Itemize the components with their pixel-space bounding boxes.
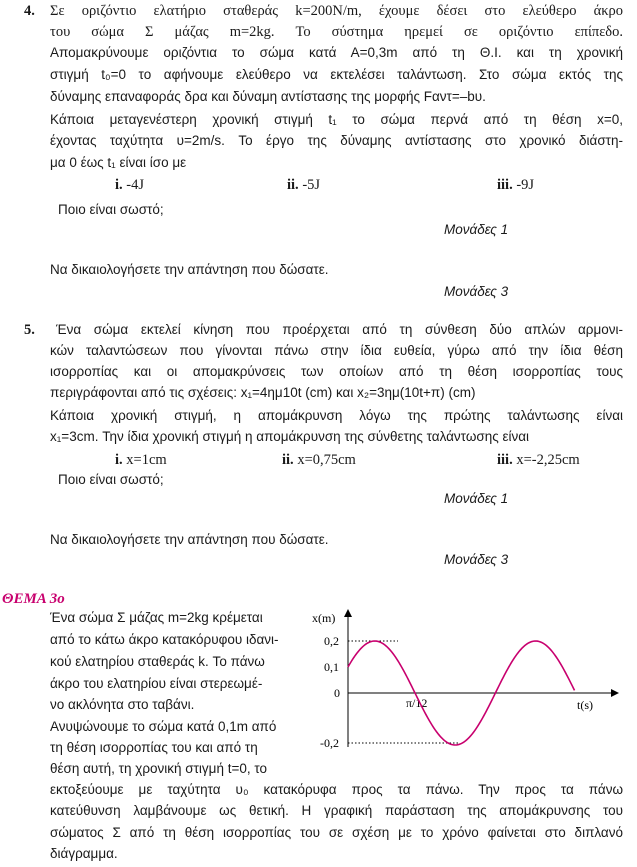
q5-line-3: ισορροπίας και οι απομακρύνσεις των οποίων από τη θέση ισορροπίας τους bbox=[50, 364, 623, 379]
q4-which-correct: Ποιο είναι σωστό; bbox=[58, 202, 164, 217]
q4-marks-1: Μονάδες 1 bbox=[444, 222, 509, 237]
q4-justify: Να δικαιολογήσετε την απάντηση που δώσατε. bbox=[50, 262, 329, 277]
q4-number: 4. bbox=[24, 3, 35, 19]
q4-marks-3: Μονάδες 3 bbox=[444, 284, 509, 299]
y-tick-02: 0,2 bbox=[324, 634, 339, 648]
q5-number: 5. bbox=[24, 322, 35, 338]
q4-line-1: Σε οριζόντιο ελατήριο σταθεράς k=200N/m, έχουμε δέσει στο ελεύθερο άκρο bbox=[50, 3, 623, 19]
q5-option-iii: iii. x=-2,25cm bbox=[497, 452, 580, 468]
theme3-title: ΘΕΜΑ 3ο bbox=[2, 591, 65, 607]
y-tick-01: 0,1 bbox=[324, 660, 339, 674]
q4-line-3: Απομακρύνουμε οριζόντια το σώμα κατά Α=0,3m από τη Θ.Ι. και τη χρονική bbox=[50, 45, 623, 60]
theme3-left-line-6: Ανυψώνουμε το σώμα κατά 0,1m από bbox=[50, 719, 277, 734]
q4-line-5: δύναμης επαναφοράς δρα και δύναμη αντίστασης της μορφής Fαντ=–bυ. bbox=[50, 89, 486, 104]
q5-justify: Να δικαιολογήσετε την απάντηση που δώσατε. bbox=[50, 532, 329, 547]
q5-marks-1: Μονάδες 1 bbox=[444, 491, 509, 506]
q4-option-ii: ii. -5J bbox=[287, 177, 321, 193]
q5-option-ii: ii. x=0,75cm bbox=[282, 452, 356, 468]
theme3-left-line-2: από το κάτω άκρο κατακόρυφου ιδανι- bbox=[50, 632, 279, 647]
x-axis-label: t(s) bbox=[577, 698, 593, 712]
y-axis-label: x(m) bbox=[312, 611, 336, 625]
theme3-left-line-7: τη θέση ισορροπίας του και από τη bbox=[50, 740, 258, 755]
q4-line-6: Κάποια μεταγενέστερη χρονική στιγμή t₁ το σώμα περνά από τη θέση x=0, bbox=[50, 112, 623, 127]
theme3-full-line-4: διάγραμμα. bbox=[50, 846, 118, 861]
q4-line-8: μα 0 έως t₁ είναι ίσο με bbox=[50, 155, 187, 170]
q4-option-i: i. -4J bbox=[115, 177, 145, 193]
q5-marks-3: Μονάδες 3 bbox=[444, 552, 509, 567]
theme3-left-line-1: Ένα σώμα Σ μάζας m=2kg κρέμεται bbox=[50, 610, 263, 625]
y-tick-0: 0 bbox=[334, 686, 340, 700]
q4-line-7: έχοντας ταχύτητα υ=2m/s. Το έργο της δύναμης αντίστασης στο χρονικό διάστη- bbox=[50, 133, 623, 148]
y-tick-neg02: -0,2 bbox=[320, 736, 339, 750]
theme3-left-line-4: άκρο του ελατηρίου είναι στερεωμέ- bbox=[50, 676, 263, 691]
q4-line-2: του σώμα Σ μάζας m=2kg. Το σύστημα ηρεμεί σε οριζόντιο επίπεδο. bbox=[50, 24, 623, 40]
q5-line-5: Κάποια χρονική στιγμή, η απομάκρυνση λόγω της πρώτης ταλάντωσης είναι bbox=[50, 408, 623, 423]
theme3-full-line-3: σώματος Σ από τη θέση ισορροπίας του σε σχέση με το χρόνο φαίνεται στο διπλανό bbox=[50, 825, 623, 840]
q4-option-iii: iii. -9J bbox=[497, 177, 535, 193]
theme3-left-line-5: νο ακλόνητα στο ταβάνι. bbox=[50, 697, 195, 712]
theme3-full-line-1: εκτοξεύουμε με ταχύτητα υ₀ κατακόρυφα προς τα πάνω. Την προς τα πάνω bbox=[50, 782, 623, 797]
theme3-left-line-8: θέση αυτή, τη χρονική στιγμή t=0, το bbox=[50, 761, 268, 776]
q5-line-1: Ένα σώμα εκτελεί κίνηση που προέρχεται από τη σύνθεση δύο απλών αρμονι- bbox=[56, 322, 623, 337]
theme3-full-line-2: κατεύθυνση λαμβάνουμε ως θετική. Η γραφική παράσταση της απομάκρυνσης του bbox=[50, 803, 623, 818]
q5-line-4: περιγράφονται από τις σχέσεις: x₁=4ημ10t (cm) και x₂=3ημ(10t+π) (cm) bbox=[50, 385, 476, 400]
q5-line-6: x₁=3cm. Την ίδια χρονική στιγμή η απομάκρυνση της σύνθετης ταλάντωσης είναι bbox=[50, 429, 530, 444]
theme3-left-line-3: κού ελατηρίου σταθεράς k. Το πάνω bbox=[50, 654, 265, 669]
q5-line-2: κών ταλαντώσεων που γίνονται πάνω στην ίδια ευθεία, γύρω από την ίδια θέση bbox=[50, 343, 623, 358]
displacement-time-graph bbox=[310, 605, 630, 755]
q5-option-i: i. x=1cm bbox=[115, 452, 167, 468]
q4-line-4: στιγμή t₀=0 το αφήνουμε ελεύθερο να εκτελέσει ταλάντωση. Στο σώμα εκτός της bbox=[50, 67, 623, 82]
x-tick-pi12: π/12 bbox=[406, 696, 428, 710]
q5-which-correct: Ποιο είναι σωστό; bbox=[58, 472, 164, 487]
